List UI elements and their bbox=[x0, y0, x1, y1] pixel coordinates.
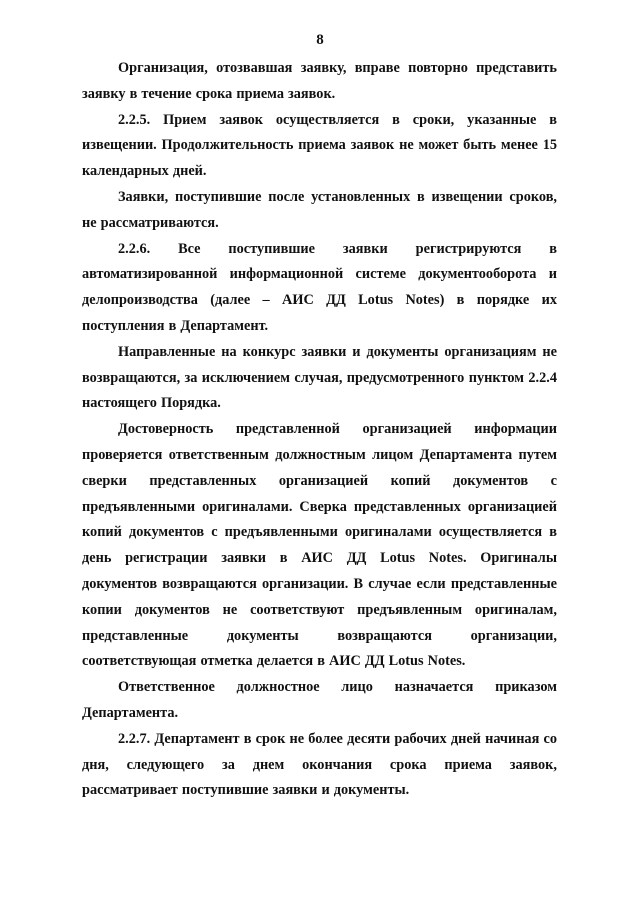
paragraph-late-applications: Заявки, поступившие после установленных в извещении сроков, не рассматриваются. bbox=[82, 188, 557, 231]
paragraph-verification: Достоверность представленной организацией информации проверяется ответственным должностным лицом Департамента путем сверки представленных организацией копий документов с предъявленными оригиналами. Сверка представленных организацией копий документов с предъявленными оригиналами осуществляется в день регистрации заявки в АИС ДД Lotus Notes. Оригиналы документов возвращаются организации. В случае если представленные копии документов не соответствуют предъявленным оригиналам, представленные документы возвращаются организации, соответствующая отметка делается в АИС ДД Lotus Notes. bbox=[82, 421, 557, 670]
page-number: 8 bbox=[316, 32, 324, 48]
paragraph-2-2-7: 2.2.7. Департамент в срок не более десяти рабочих дней начиная со дня, следующего за днем окончания срока приема заявок, рассматривает поступившие заявки и документы. bbox=[82, 730, 557, 799]
document-body bbox=[82, 56, 557, 804]
paragraph-documents-not-returned: Направленные на конкурс заявки и документы организациям не возвращаются, за исключением случая, предусмотренного пунктом 2.2.4 настоящего Порядка. bbox=[82, 343, 557, 412]
paragraph-2-2-5: 2.2.5. Прием заявок осуществляется в сроки, указанные в извещении. Продолжительность приема заявок не может быть менее 15 календарных дней. bbox=[82, 111, 557, 180]
paragraph-responsible-official: Ответственное должностное лицо назначается приказом Департамента. bbox=[82, 679, 557, 721]
paragraph-2-2-6: 2.2.6. Все поступившие заявки регистрируются в автоматизированной информационной системе документооборота и делопроизводства (далее – АИС ДД Lotus Notes) в порядке их поступления в Департамент. bbox=[82, 240, 557, 334]
paragraph-withdrawal: Организация, отозвавшая заявку, вправе повторно представить заявку в течение срока приема заявок. bbox=[82, 60, 557, 102]
